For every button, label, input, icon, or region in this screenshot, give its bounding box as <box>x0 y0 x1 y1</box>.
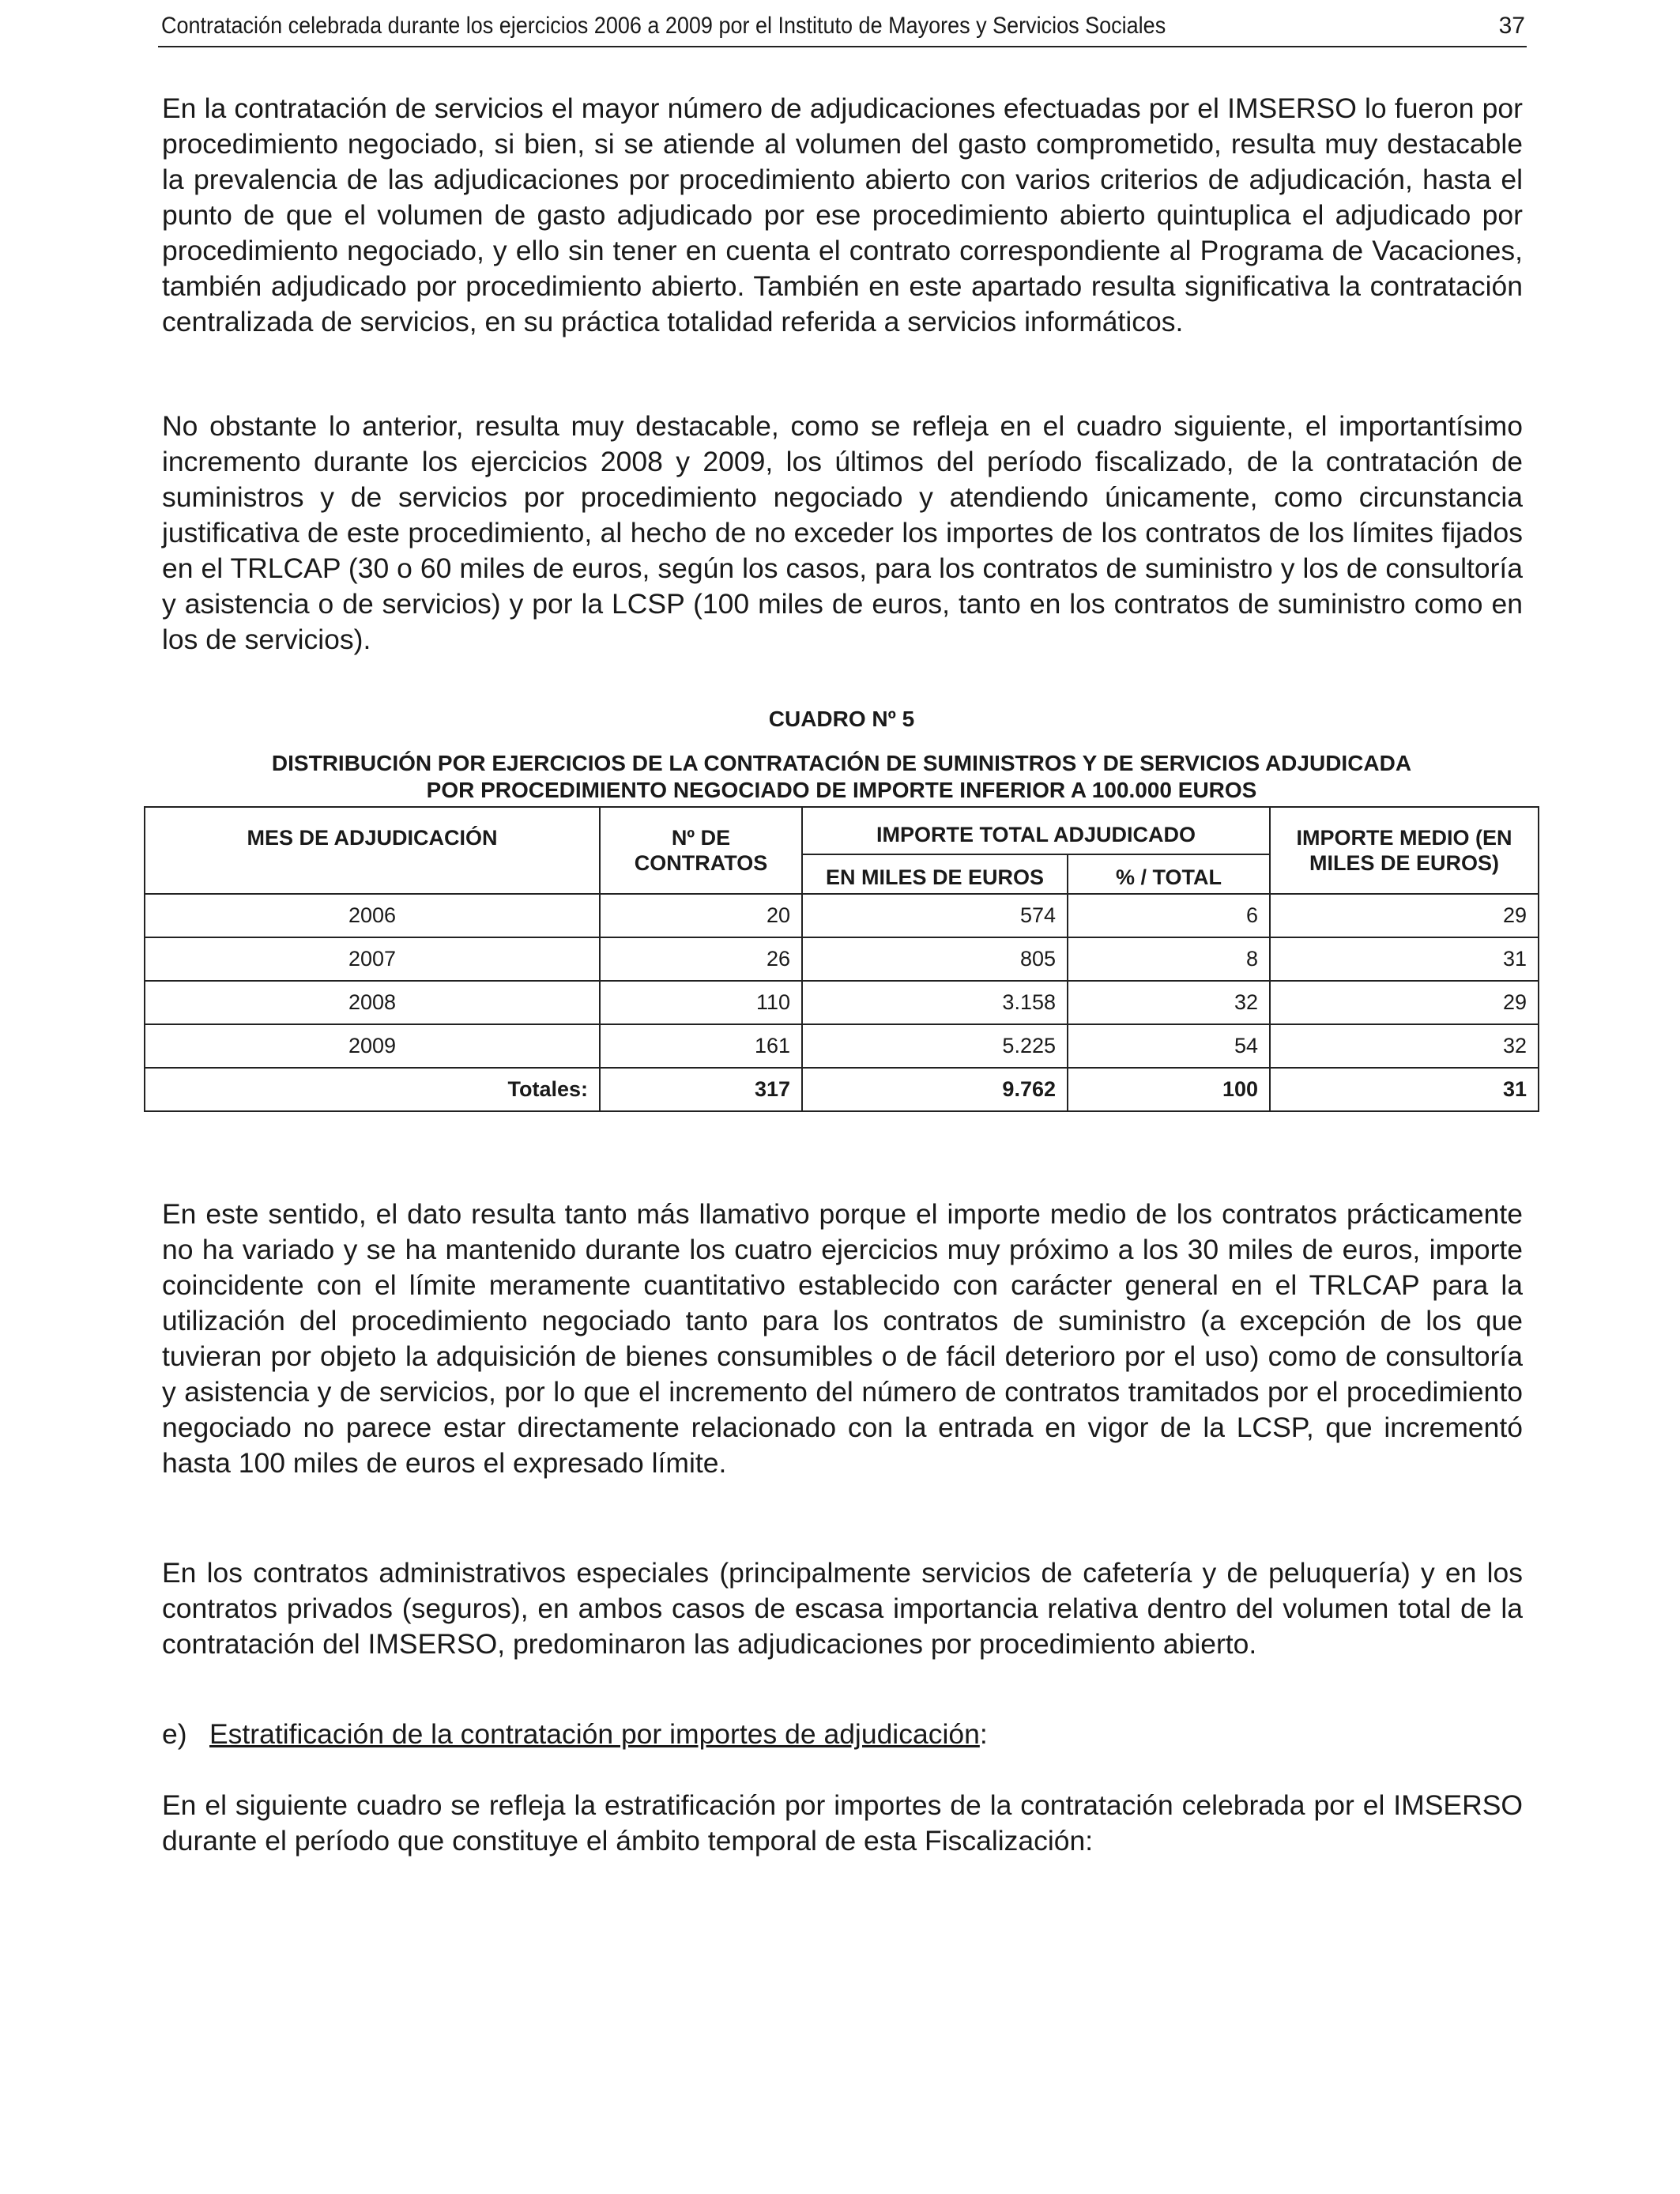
cell-totals-contratos: 317 <box>600 1068 802 1111</box>
header-importe-total: IMPORTE TOTAL ADJUDICADO <box>802 807 1270 854</box>
table-row <box>145 1024 1539 1068</box>
section-letter: e) <box>162 1718 187 1750</box>
cell-contratos: 110 <box>600 981 802 1024</box>
table-number: CUADRO Nº 5 <box>768 707 915 731</box>
table-row <box>145 981 1539 1024</box>
paragraph-1: En la contratación de servicios el mayor número de adjudicaciones efectuadas por el IMSERSO lo fueron por procedimiento negociado, si bien, si se atiende al volumen del gasto comprometido, resulta muy destacable la prevalencia de las adjudicaciones por procedimiento abierto con varios criterios de adjudicación, hasta el punto de que el volumen de gasto adjudicado por ese procedimiento abierto quintuplica el adjudicado por procedimiento negociado, y ello sin tener en cuenta el contrato correspondiente al Programa de Vacaciones, también adjudicado por procedimiento abierto. También en este apartado resulta significativa la contratación centralizada de servicios, en su práctica totalidad referida a servicios informáticos. <box>162 92 1523 337</box>
table-title-line-2: POR PROCEDIMIENTO NEGOCIADO DE IMPORTE INFERIOR A 100.000 EUROS <box>426 778 1257 802</box>
table-header-row <box>145 807 1539 854</box>
cell-totals-miles: 9.762 <box>802 1068 1068 1111</box>
header-title: Contratación celebrada durante los ejercicios 2006 a 2009 por el Instituto de Mayores y Servicios Sociales <box>161 13 1166 39</box>
cell-year: 2009 <box>145 1024 600 1068</box>
table-row <box>145 937 1539 981</box>
cell-pct: 32 <box>1068 981 1270 1024</box>
cell-miles: 574 <box>802 894 1068 937</box>
table-title-line-1: DISTRIBUCIÓN POR EJERCICIOS DE LA CONTRATACIÓN DE SUMINISTROS Y DE SERVICIOS ADJUDICADA <box>271 751 1412 775</box>
cell-totals-medio: 31 <box>1270 1068 1539 1111</box>
cell-totals-pct: 100 <box>1068 1068 1270 1111</box>
section-e-heading <box>162 1717 988 1752</box>
cell-totals-label: Totales: <box>145 1068 600 1111</box>
cell-medio: 29 <box>1270 981 1539 1024</box>
cell-year: 2008 <box>145 981 600 1024</box>
header-mes: MES DE ADJUDICACIÓN <box>145 807 600 894</box>
cell-year: 2007 <box>145 937 600 981</box>
table-totals-row <box>145 1068 1539 1111</box>
cell-miles: 3.158 <box>802 981 1068 1024</box>
header-medio: IMPORTE MEDIO (EN MILES DE EUROS) <box>1270 807 1539 894</box>
cell-pct: 54 <box>1068 1024 1270 1068</box>
paragraph-5: En el siguiente cuadro se refleja la estratificación por importes de la contratación celebrada por el IMSERSO durante el período que constituye el ámbito temporal de esta Fiscalización: <box>162 1789 1523 1857</box>
header-contratos: Nº DE CONTRATOS <box>600 807 802 894</box>
section-heading-colon: : <box>979 1718 988 1750</box>
paragraph-2: No obstante lo anterior, resulta muy destacable, como se refleja en el cuadro siguiente, el importantísimo incremento durante los ejercicios 2008 y 2009, los últimos del período fiscalizado, de la contratación de suministros y de servicios por procedimiento negociado y atendiendo únicamente, como circunstancia justificativa de este procedimiento, al hecho de no exceder los importes de los contratos de los límites fijados en el TRLCAP (30 o 60 miles de euros, según los casos, para los contratos de suministro y los de consultoría y asistencia o de servicios) y por la LCSP (100 miles de euros, tanto en los contratos de suministro como en los de servicios). <box>162 410 1523 655</box>
page-header <box>158 11 1527 47</box>
cell-contratos: 161 <box>600 1024 802 1068</box>
cell-miles: 5.225 <box>802 1024 1068 1068</box>
cell-year: 2006 <box>145 894 600 937</box>
cell-contratos: 26 <box>600 937 802 981</box>
cell-medio: 29 <box>1270 894 1539 937</box>
section-heading-text: Estratificación de la contratación por importes de adjudicación <box>209 1718 980 1750</box>
cell-contratos: 20 <box>600 894 802 937</box>
cell-pct: 8 <box>1068 937 1270 981</box>
cell-miles: 805 <box>802 937 1068 981</box>
page-number: 37 <box>1498 13 1525 39</box>
header-pct: % / TOTAL <box>1068 854 1270 894</box>
cell-medio: 32 <box>1270 1024 1539 1068</box>
header-miles: EN MILES DE EUROS <box>802 854 1068 894</box>
cell-medio: 31 <box>1270 937 1539 981</box>
cell-pct: 6 <box>1068 894 1270 937</box>
table-row <box>145 894 1539 937</box>
cuadro-5-table <box>144 806 1539 1112</box>
paragraph-4: En los contratos administrativos especiales (principalmente servicios de cafetería y de peluquería) y en los contratos privados (seguros), en ambos casos de escasa importancia relativa dentro del volumen total de la contratación del IMSERSO, predominaron las adjudicaciones por procedimiento abierto. <box>162 1557 1523 1660</box>
paragraph-3: En este sentido, el dato resulta tanto más llamativo porque el importe medio de los contratos prácticamente no ha variado y se ha mantenido durante los cuatro ejercicios muy próximo a los 30 miles de euros, importe coincidente con el límite meramente cuantitativo establecido con carácter general en el TRLCAP para la utilización del procedimiento negociado tanto para los contratos de suministro (a excepción de los que tuvieran por objeto la adquisición de bienes consumibles o de fácil deterioro por el uso) como de consultoría y asistencia y de servicios, por lo que el incremento del número de contratos tramitados por el procedimiento negociado no parece estar directamente relacionado con la entrada en vigor de la LCSP, que incrementó hasta 100 miles de euros el expresado límite. <box>162 1198 1523 1479</box>
